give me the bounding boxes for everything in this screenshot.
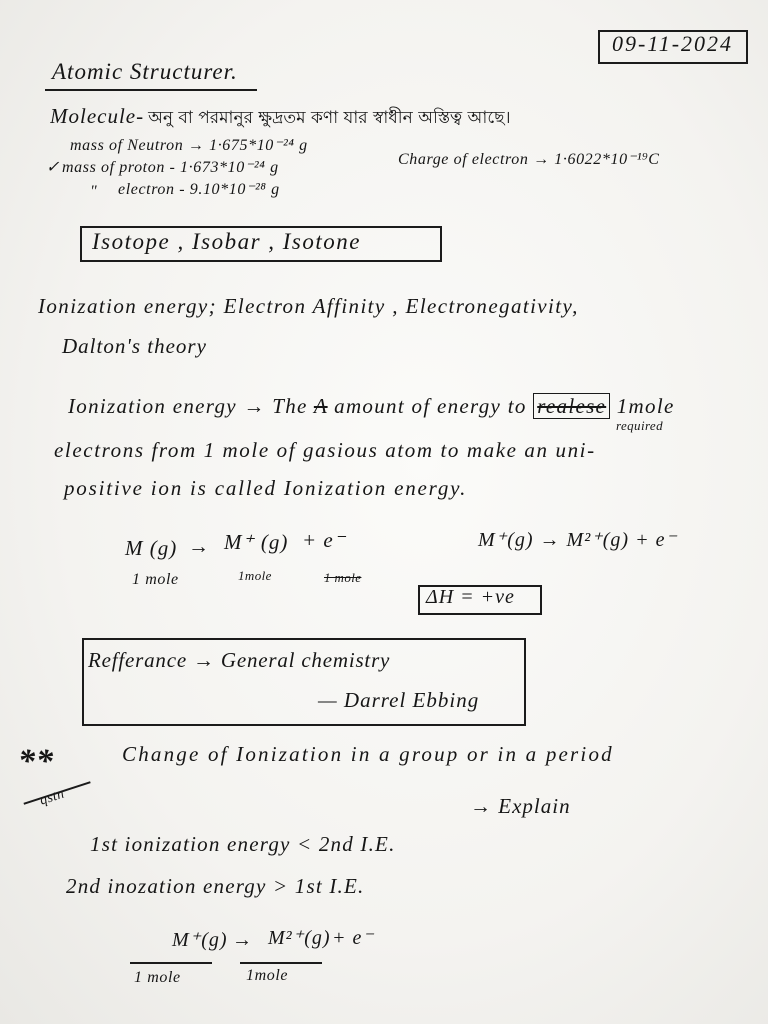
eq3-product: M²⁺(g) — [268, 927, 331, 949]
proton-mass: mass of proton - 1·673*10⁻²⁴ g — [62, 159, 279, 176]
definition-middle: amount of energy to — [334, 394, 527, 418]
eq3-arrow: → — [232, 929, 253, 951]
eq3-reactant: M⁺(g) — [172, 929, 228, 951]
electron-charge: Charge of electron → 1·6022*10⁻¹⁹C — [398, 151, 660, 168]
eq1-mole-1: 1 mole — [132, 571, 179, 588]
molecule-bengali-text: অনু বা পরমানুর ক্ষুদ্রতম কণা যার স্বাধীন অস্তিত্ব আছে। — [148, 108, 511, 128]
boxed-word: realese — [533, 393, 610, 419]
reference-line-2: — Darrel Ebbing — [318, 688, 480, 712]
title-underline — [45, 89, 257, 91]
date: 09-11-2024 — [612, 31, 734, 56]
electron-mass: electron - 9.10*10⁻²⁸ g — [118, 181, 280, 198]
eq1-arrow: → — [188, 534, 210, 558]
eq1-cation: M⁺ (g) — [224, 530, 289, 554]
eq3-mole-2: 1mole — [246, 967, 289, 984]
isotope-topics: Isotope , Isobar , Isotone — [92, 229, 361, 254]
reference-line-1: Refferance → General chemistry — [88, 648, 391, 672]
eq3-mole-1: 1 mole — [134, 969, 181, 986]
eq1-mole-2: 1mole — [238, 568, 272, 583]
topics-line: Ionization energy; Electron Affinity , Electronegativity, — [38, 294, 579, 318]
question-stars: ** — [18, 743, 54, 780]
eq1-electron: + e⁻ — [302, 528, 346, 552]
required-note: required — [616, 418, 664, 433]
eq1-mole-3: 1 mole — [324, 570, 362, 585]
question-tag: qstn — [38, 786, 67, 809]
eq3-electron: + e⁻ — [332, 927, 374, 949]
daltons-theory: Dalton's theory — [62, 334, 207, 358]
struck-letter: A — [313, 394, 328, 418]
eq3-fraction-line-2 — [240, 962, 322, 964]
comparison-line-1: 1st ionization energy < 2nd I.E. — [90, 832, 396, 856]
page-title: Atomic Structurer. — [52, 59, 238, 84]
eq3-fraction-line-1 — [130, 962, 212, 964]
eq2: M⁺(g) → M²⁺(g) + e⁻ — [478, 529, 677, 551]
definition-end: 1mole — [616, 394, 675, 418]
ditto-mark: " — [90, 183, 98, 200]
check-mark: ✓ — [46, 159, 61, 176]
definition-start: Ionization energy → The — [68, 394, 308, 418]
question-text: Change of Ionization in a group or in a period — [122, 742, 614, 766]
delta-h: ΔH = +ve — [426, 586, 515, 608]
neutron-mass: mass of Neutron → 1·675*10⁻²⁴ g — [70, 137, 308, 154]
molecule-line — [50, 104, 760, 133]
ionization-definition-line-3: positive ion is called Ionization energy. — [64, 476, 468, 500]
comparison-line-2: 2nd inozation energy > 1st I.E. — [66, 874, 365, 898]
molecule-label: Molecule- — [50, 104, 145, 128]
explain-note: → Explain — [470, 794, 571, 818]
ionization-definition-line-2: electrons from 1 mole of gasious atom to make an uni- — [54, 438, 596, 462]
ionization-definition-line-1 — [68, 394, 675, 419]
eq1-reactant: M (g) — [125, 536, 178, 560]
